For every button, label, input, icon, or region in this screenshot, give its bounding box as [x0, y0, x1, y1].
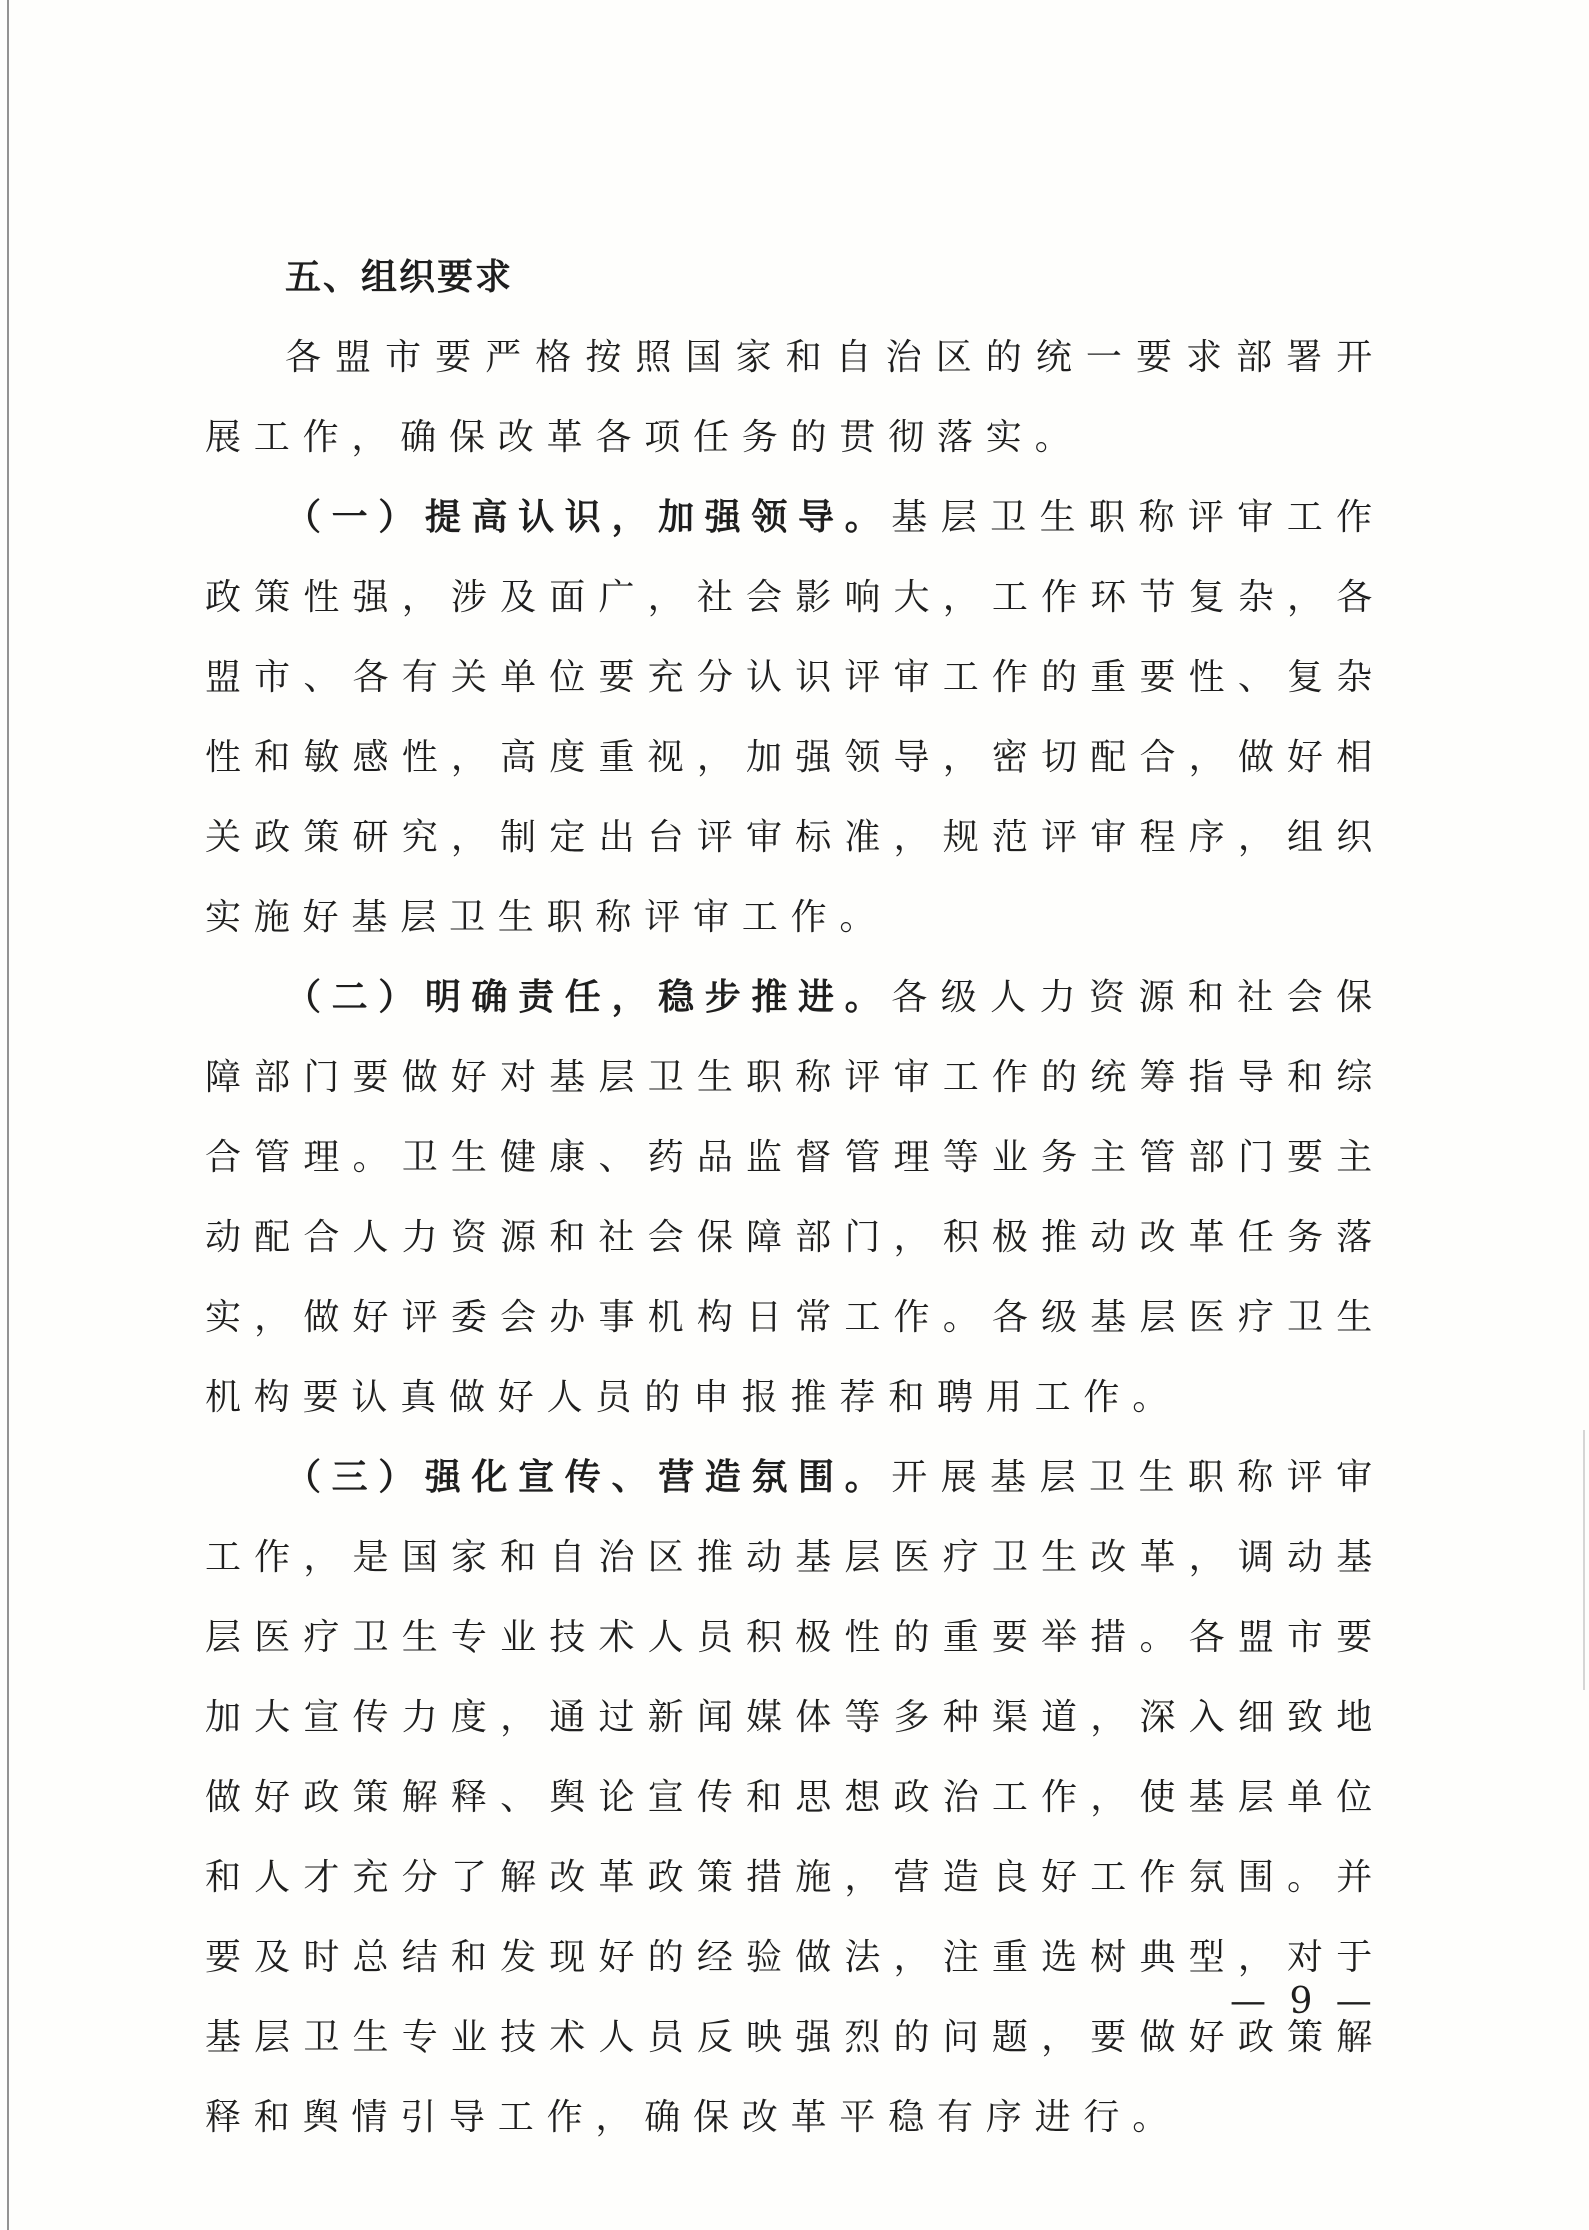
item-1-body: 基层卫生职称评审工作政策性强，涉及面广，社会影响大，工作环节复杂，各盟市、各有关单位要充分认识评审工作的重要性、复杂性和敏感性，高度重视，加强领导，密切配合，做好相关政策研究，制定出台评审标准，规范评审程序，组织实施好基层卫生职称评审工作。 [205, 497, 1385, 938]
paragraph-item-3 [205, 1438, 1385, 2158]
scan-edge-mark [1583, 1430, 1585, 1690]
section-heading: 五、组织要求 [285, 257, 514, 298]
scan-edge-line [7, 0, 9, 2230]
item-2-lead: （二）明确责任，稳步推进。 [285, 977, 892, 1018]
paragraph-item-1 [205, 478, 1385, 958]
item-1-lead: （一）提高认识，加强领导。 [285, 497, 892, 538]
item-3-lead: （三）强化宣传、营造氛围。 [285, 1457, 892, 1498]
item-3-body: 开展基层卫生职称评审工作，是国家和自治区推动基层医疗卫生改革，调动基层医疗卫生专业技术人员积极性的重要举措。各盟市要加大宣传力度，通过新闻媒体等多种渠道，深入细致地做好政策解释、舆论宣传和思想政治工作，使基层单位和人才充分了解改革政策措施，营造良好工作氛围。并要及时总结和发现好的经验做法，注重选树典型，对于基层卫生专业技术人员反映强烈的问题，要做好政策解释和舆情引导工作，确保改革平稳有序进行。 [205, 1457, 1385, 2138]
document-body [205, 238, 1385, 2158]
paragraph-item-2 [205, 958, 1385, 1438]
intro-paragraph: 各盟市要严格按照国家和自治区的统一要求部署开展工作，确保改革各项任务的贯彻落实。 [205, 337, 1385, 458]
item-2-body: 各级人力资源和社会保障部门要做好对基层卫生职称评审工作的统筹指导和综合管理。卫生健康、药品监督管理等业务主管部门要主动配合人力资源和社会保障部门，积极推动改革任务落实，做好评委会办事机构日常工作。各级基层医疗卫生机构要认真做好人员的申报推荐和聘用工作。 [205, 977, 1385, 1418]
page-number: — 9 — [1230, 1981, 1378, 2022]
